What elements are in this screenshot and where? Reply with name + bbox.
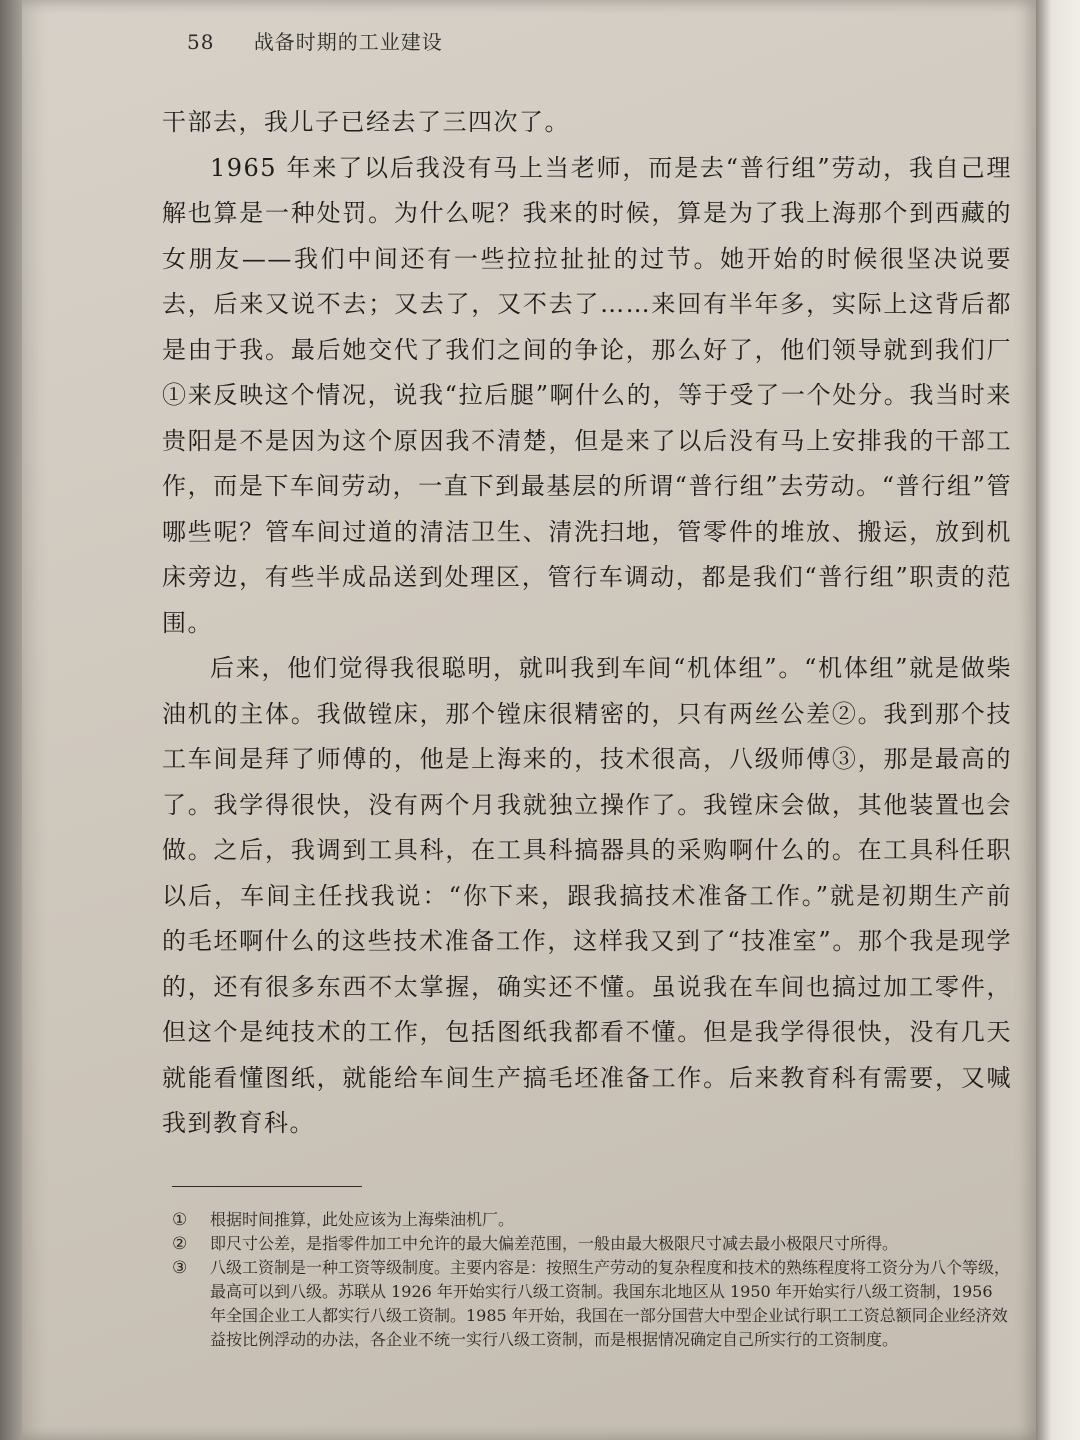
footnote-marker: ① — [172, 1210, 188, 1230]
running-header — [187, 26, 443, 55]
body-text — [162, 100, 1012, 1147]
footnote-2 — [172, 1232, 1012, 1256]
running-title: 战备时期的工业建设 — [253, 30, 443, 54]
book-page — [22, 0, 1036, 1440]
adjacent-page-edge-right — [1036, 0, 1080, 1440]
footnote-text: 根据时间推算，此处应该为上海柴油机厂。 — [210, 1210, 515, 1229]
footnote-3 — [172, 1256, 1012, 1352]
adjacent-page-edge-left — [0, 0, 22, 1440]
footnote-marker: ② — [172, 1234, 188, 1254]
footnote-text: 八级工资制是一种工资等级制度。主要内容是：按照生产劳动的复杂程度和技术的熟练程度将工资分为八个等级，最高可以到八级。苏联从 1926 年开始实行八级工资制。我国东北地区从 1950 年开始实行八级工资制，1956 年全国企业工人都实行八级工资制。1985 年开始，我国在一部分国营大中型企业试行职工工资总额同企业经济效益按比例浮动的办法，各企业不统一实行八级工资制，而是根据情况确定自己所实行的工资制度。 — [210, 1258, 1011, 1349]
footnotes — [172, 1208, 1012, 1352]
footnote-text: 即尺寸公差，是指零件加工中允许的最大偏差范围，一般由最大极限尺寸减去最小极限尺寸所得。 — [210, 1234, 899, 1253]
paragraph-continuation: 干部去，我儿子已经去了三四次了。 — [162, 108, 570, 136]
footnote-marker: ③ — [172, 1258, 188, 1278]
page-number: 58 — [187, 30, 215, 54]
footnote-divider — [172, 1186, 362, 1187]
footnote-1 — [172, 1208, 1012, 1232]
paragraph-later: 后来，他们觉得我很聪明，就叫我到车间“机体组”。“机体组”就是做柴油机的主体。我做镗床，那个镗床很精密的，只有两丝公差②。我到那个技工车间是拜了师傅的，他是上海来的，技术很高，八级师傅③，那是最高的了。我学得很快，没有两个月我就独立操作了。我镗床会做，其他装置也会做。之后，我调到工具科，在工具科搞器具的采购啊什么的。在工具科任职以后，车间主任找我说：“你下来，跟我搞技术准备工作。”就是初期生产前的毛坯啊什么的这些技术准备工作，这样我又到了“技准室”。那个我是现学的，还有很多东西不太掌握，确实还不懂。虽说我在车间也搞过加工零件，但这个是纯技术的工作，包括图纸我都看不懂。但是我学得很快，没有几天就能看懂图纸，就能给车间生产搞毛坯准备工作。后来教育科有需要，又喊我到教育科。 — [162, 654, 1012, 1137]
paragraph-1965: 1965 年来了以后我没有马上当老师，而是去“普行组”劳动，我自己理解也算是一种处罚。为什么呢？我来的时候，算是为了我上海那个到西藏的女朋友——我们中间还有一些拉拉扯扯的过节。她开始的时候很坚决说要去，后来又说不去；又去了，又不去了……来回有半年多，实际上这背后都是由于我。最后她交代了我们之间的争论，那么好了，他们领导就到我们厂①来反映这个情况，说我“拉后腿”啊什么的，等于受了一个处分。我当时来贵阳是不是因为这个原因我不清楚，但是来了以后没有马上安排我的干部工作，而是下车间劳动，一直下到最基层的所谓“普行组”去劳动。“普行组”管哪些呢？管车间过道的清洁卫生、清洗扫地，管零件的堆放、搬运，放到机床旁边，有些半成品送到处理区，管行车调动，都是我们“普行组”职责的范围。 — [162, 153, 1012, 637]
